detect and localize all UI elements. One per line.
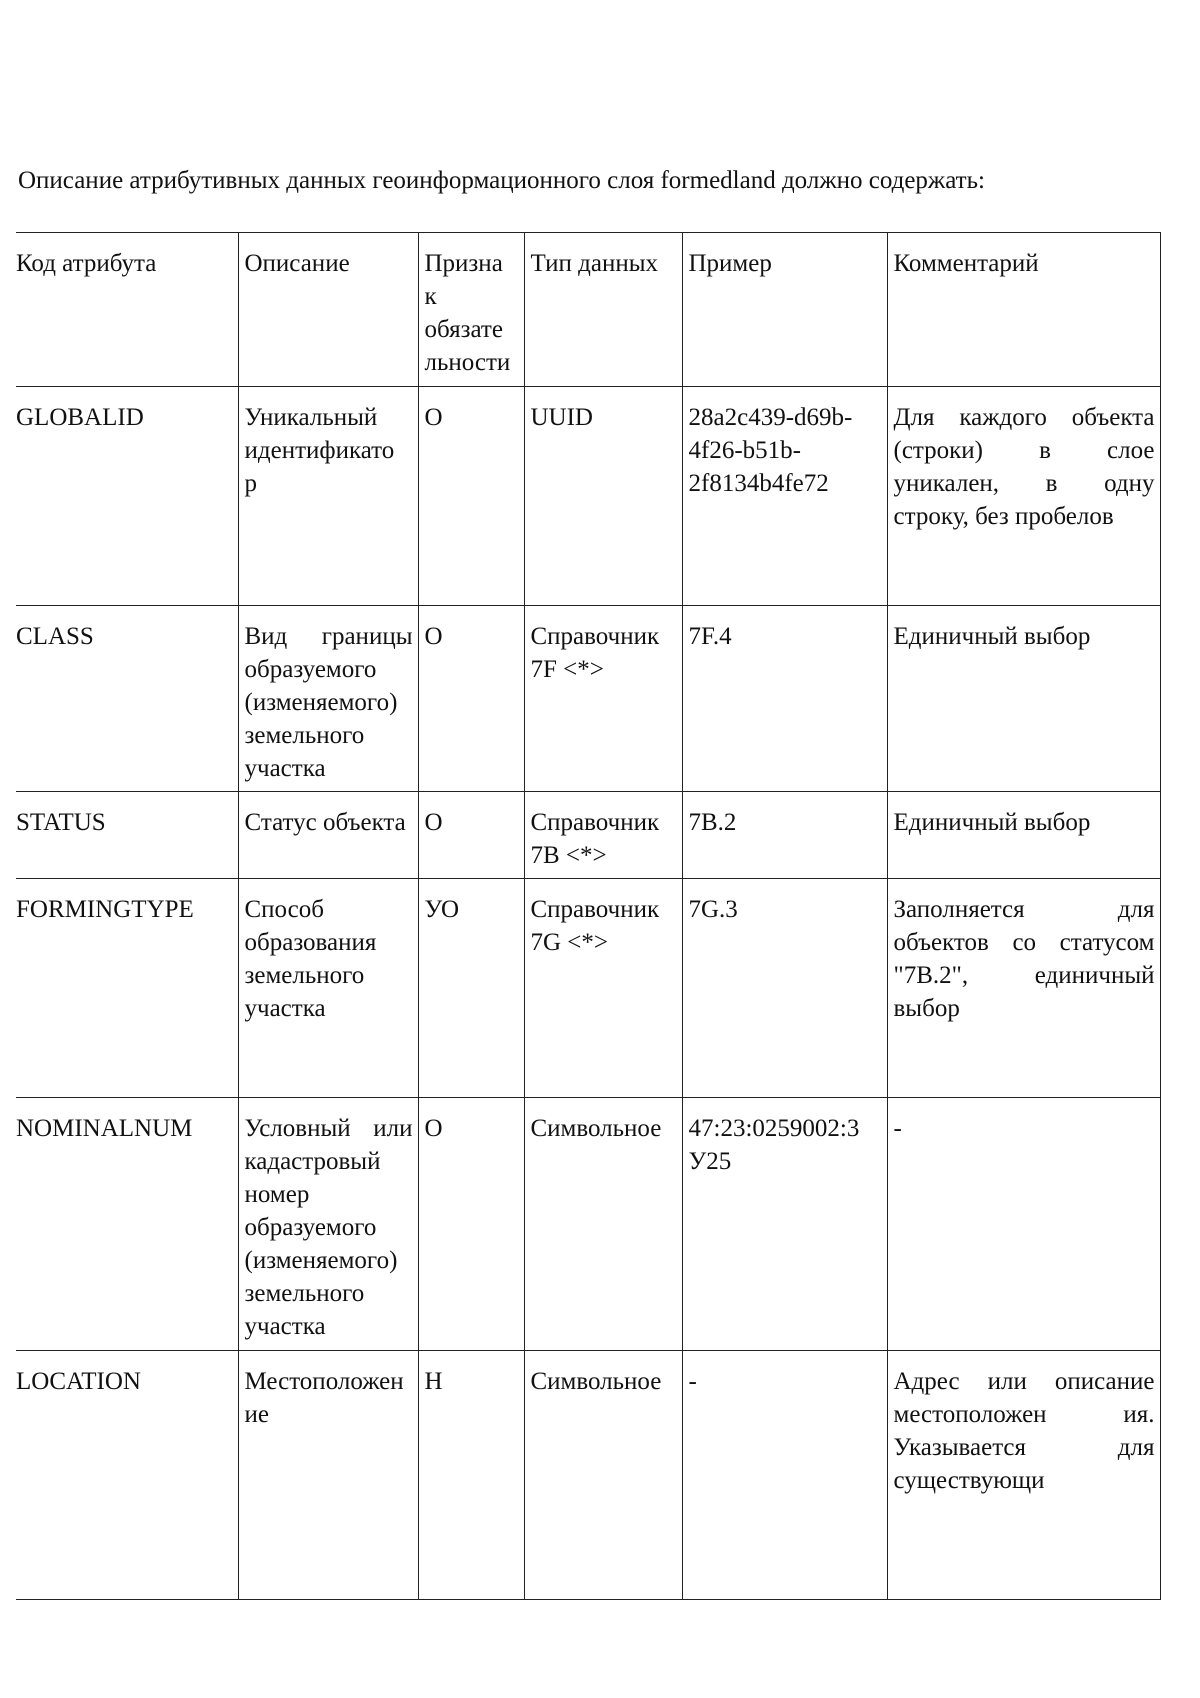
cell-code: STATUS <box>16 792 238 879</box>
column-header-description: Описание <box>238 233 418 387</box>
cell-type: Справочник 7B <*> <box>524 792 682 879</box>
cell-code: FORMINGTYPE <box>16 879 238 1098</box>
cell-type: Символьное <box>524 1351 682 1600</box>
cell-type: Справочник 7F <*> <box>524 606 682 792</box>
table-row <box>16 606 1160 792</box>
cell-example: 47:23:0259002:3 У25 <box>682 1098 887 1351</box>
cell-required: УО <box>418 879 524 1098</box>
cell-example: - <box>682 1351 887 1600</box>
table-row <box>16 792 1160 879</box>
cell-required: О <box>418 606 524 792</box>
cell-description: Местоположен ие <box>238 1351 418 1600</box>
column-header-example: Пример <box>682 233 887 387</box>
table-row <box>16 1351 1160 1600</box>
column-header-code: Код атрибута <box>16 233 238 387</box>
cell-required: Н <box>418 1351 524 1600</box>
cell-code: LOCATION <box>16 1351 238 1600</box>
cell-required: О <box>418 792 524 879</box>
cell-type: UUID <box>524 387 682 606</box>
cell-comment: Единичный выбор <box>887 606 1160 792</box>
cell-code: CLASS <box>16 606 238 792</box>
table-row <box>16 387 1160 606</box>
intro-text: Описание атрибутивных данных геоинформационного слоя formedland должно содержать: <box>18 167 985 194</box>
cell-code: GLOBALID <box>16 387 238 606</box>
cell-comment: - <box>887 1098 1160 1351</box>
column-header-comment: Комментарий <box>887 233 1160 387</box>
cell-example: 28a2c439-d69b- 4f26-b51b- 2f8134b4fe72 <box>682 387 887 606</box>
attributes-table <box>16 232 1161 1600</box>
cell-description: Вид границы образуемого (изменяемого) земельного участка <box>238 606 418 792</box>
cell-example: 7B.2 <box>682 792 887 879</box>
cell-required: О <box>418 387 524 606</box>
cell-type: Справочник 7G <*> <box>524 879 682 1098</box>
cell-comment: Для каждого объекта (строки) в слое уникален, в одну строку, без пробелов <box>887 387 1160 606</box>
cell-comment: Адрес или описание местоположен ия. Указывается для существующи <box>887 1351 1160 1600</box>
column-header-required: Призна к обязате льности <box>418 233 524 387</box>
table-header-row <box>16 233 1160 387</box>
column-header-type: Тип данных <box>524 233 682 387</box>
cell-example: 7F.4 <box>682 606 887 792</box>
cell-description: Уникальный идентификато р <box>238 387 418 606</box>
cell-description: Способ образования земельного участка <box>238 879 418 1098</box>
cell-code: NOMINALNUM <box>16 1098 238 1351</box>
cell-required: О <box>418 1098 524 1351</box>
cell-description: Статус объекта <box>238 792 418 879</box>
table-row <box>16 879 1160 1098</box>
cell-type: Символьное <box>524 1098 682 1351</box>
cell-example: 7G.3 <box>682 879 887 1098</box>
table-row <box>16 1098 1160 1351</box>
cell-description: Условный или кадастровый номер образуемого (изменяемого) земельного участка <box>238 1098 418 1351</box>
cell-comment: Единичный выбор <box>887 792 1160 879</box>
cell-comment: Заполняется для объектов со статусом "7B.2", единичный выбор <box>887 879 1160 1098</box>
